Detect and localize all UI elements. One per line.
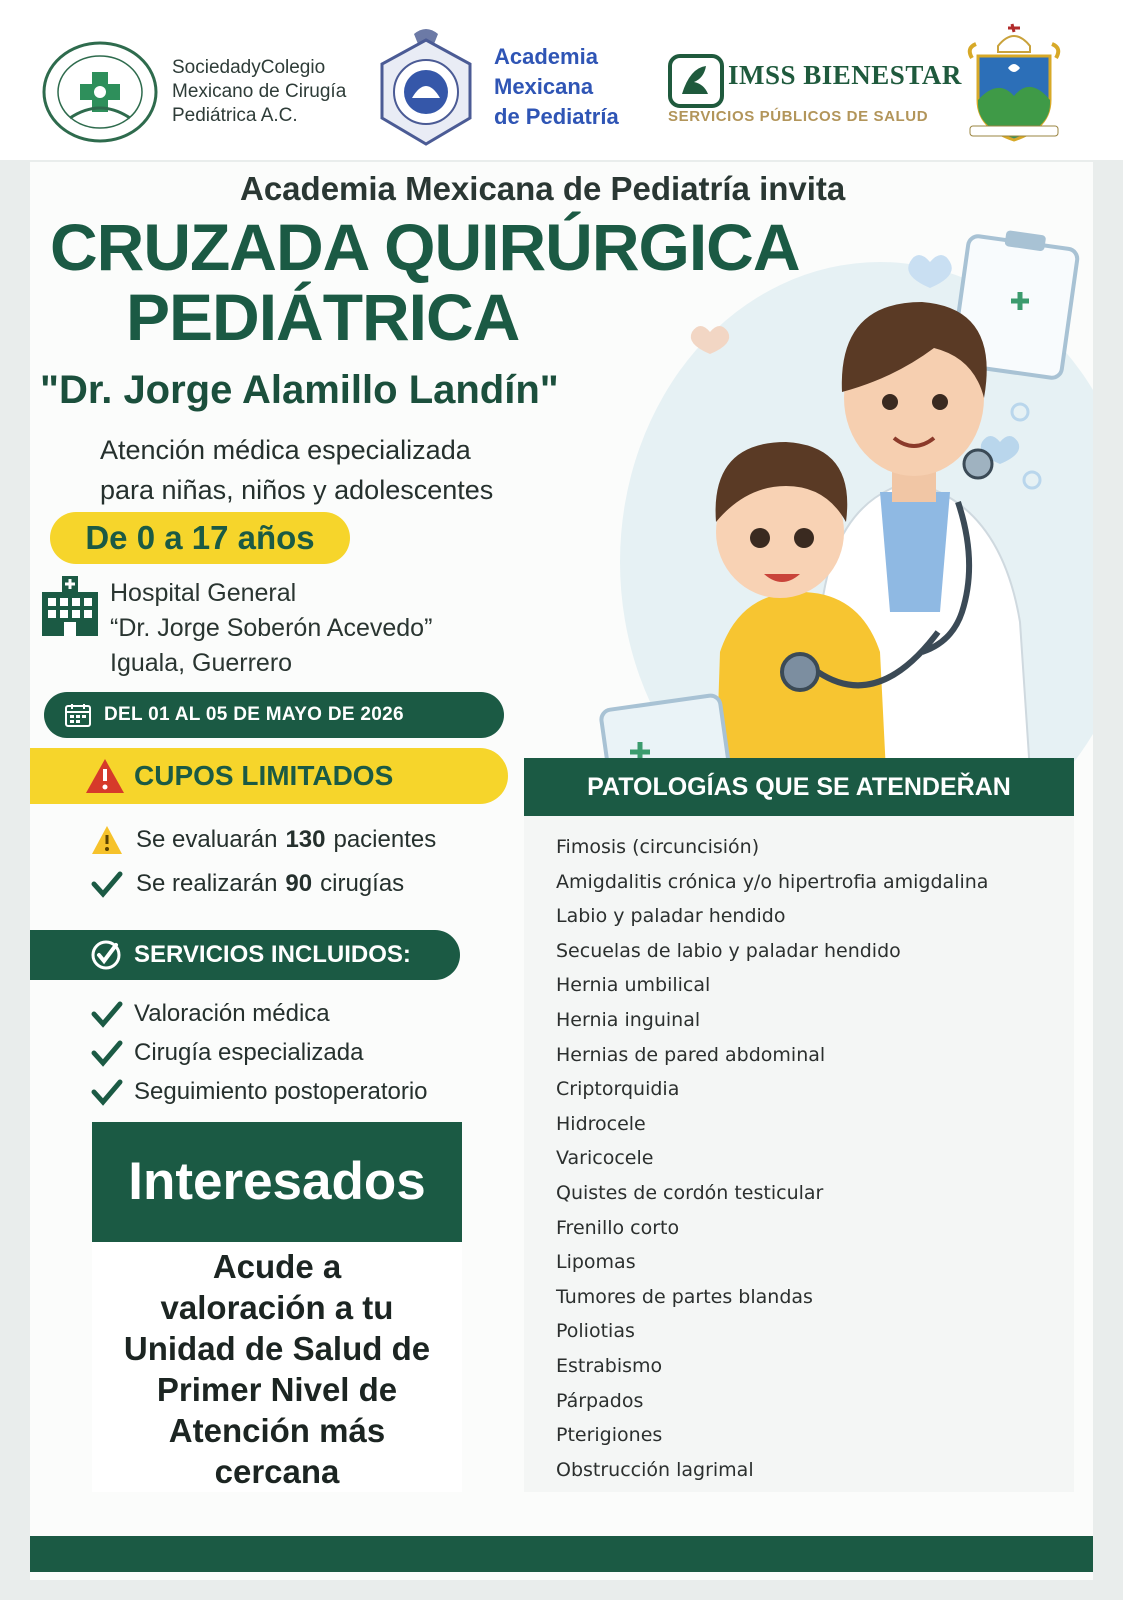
service-label: Cirugía especializada	[134, 1038, 364, 1066]
cta-line: Atención más	[168, 1412, 386, 1449]
hospital-line-1: Hospital General	[110, 579, 297, 607]
check-icon	[90, 1077, 124, 1107]
list-item: Fimosis (circuncisión)	[556, 836, 760, 858]
services-banner	[30, 930, 460, 980]
amp-line: de Pediatría	[494, 104, 619, 129]
smcp-line: SociedadyColegio	[172, 57, 326, 78]
title-line-1: CRUZADA QUIRÚRGICA	[50, 210, 800, 284]
checkbox-badge-icon	[90, 939, 122, 971]
check-icon	[90, 868, 124, 900]
subtitle	[100, 430, 620, 510]
imss-name: IMSS BIENESTAR	[728, 60, 962, 90]
list-item: Hernias de pared abdominal	[556, 1043, 826, 1066]
title-line-2: PEDIÁTRICA	[126, 280, 520, 354]
diocese-crest-logo	[964, 22, 1064, 146]
limited-spots-text: CUPOS LIMITADOS	[134, 760, 394, 791]
list-item: Frenillo corto	[556, 1216, 680, 1239]
stat-patients	[90, 818, 520, 862]
list-item: Hernia inguinal	[556, 1008, 701, 1031]
smcp-seal-logo	[40, 40, 160, 144]
cta-line: Unidad de Salud de	[123, 1330, 431, 1367]
hospital-line-2: “Dr. Jorge Soberón Acevedo”	[110, 614, 433, 642]
list-item: Quistes de cordón testicular	[556, 1181, 824, 1204]
honoree-name: "Dr. Jorge Alamillo Landín"	[40, 368, 559, 412]
age-range-badge: De 0 a 17 años	[50, 512, 350, 564]
interesados-heading: Interesados	[92, 1122, 462, 1242]
list-item: Hidrocele	[556, 1112, 646, 1135]
list-item: Estrabismo	[556, 1354, 663, 1377]
imss-bienestar-logo	[668, 54, 724, 108]
list-item: Hernia umbilical	[556, 974, 711, 997]
stat-patients-pre: Se evaluarán	[136, 826, 278, 853]
call-to-action	[92, 1242, 462, 1492]
list-item: Varicocele	[556, 1147, 654, 1170]
services-title: SERVICIOS INCLUIDOS:	[134, 941, 411, 968]
stat-surgeries	[90, 862, 520, 906]
subtitle-line-2: para niñas, niños y adolescentes	[100, 475, 494, 505]
check-icon	[90, 999, 124, 1029]
amp-line: Academia	[494, 44, 598, 69]
list-item: Párpados	[556, 1389, 644, 1412]
cta-line: Acude a	[212, 1248, 342, 1285]
cta-line: Primer Nivel de	[156, 1371, 398, 1408]
service-label: Seguimiento postoperatorio	[134, 1077, 428, 1105]
campaign-title	[50, 212, 870, 352]
logo-header	[0, 0, 1123, 160]
subtitle-line-1: Atención médica especializada	[100, 435, 471, 465]
service-label: Valoración médica	[134, 999, 330, 1027]
smcp-line: Pediátrica A.C.	[172, 105, 298, 126]
cta-line: valoración a tu	[160, 1289, 394, 1326]
cta-line: cercana	[214, 1453, 340, 1490]
warning-icon	[84, 757, 126, 795]
date-text: DEL 01 AL 05 DE MAYO DE 2026	[104, 704, 404, 725]
list-item	[90, 1033, 520, 1072]
imss-subtitle: SERVICIOS PÚBLICOS DE SALUD	[668, 108, 929, 125]
amp-seal-logo	[374, 26, 478, 150]
smcp-line: Mexicano de Cirugía	[172, 81, 347, 102]
stat-surgeries-pre: Se realizarán	[136, 870, 278, 897]
amp-name	[494, 42, 644, 132]
list-item	[90, 994, 520, 1033]
list-item: Secuelas de labio y paladar hendido	[556, 939, 901, 962]
hospital-location	[110, 576, 530, 681]
list-item: Criptorquidia	[556, 1078, 680, 1101]
limited-spots-banner	[30, 748, 508, 804]
pathologies-list	[556, 830, 1076, 1487]
smcp-name	[172, 56, 382, 128]
list-item: Lipomas	[556, 1251, 636, 1274]
stat-patients-post: pacientes	[333, 826, 437, 853]
services-list	[90, 994, 520, 1111]
stat-patients-number: 130	[285, 826, 326, 853]
hospital-line-3: Iguala, Guerrero	[110, 649, 293, 677]
stat-surgeries-post: cirugías	[320, 870, 405, 897]
list-item: Poliotias	[556, 1320, 635, 1343]
check-icon	[90, 1038, 124, 1068]
poster	[30, 162, 1093, 1580]
warning-icon	[90, 824, 124, 856]
list-item: Obstrucción lagrimal	[556, 1458, 754, 1481]
list-item: Pterigiones	[556, 1424, 663, 1447]
pathologies-heading: PATOLOGÍAS QUE SE ATENDEŘAN	[524, 758, 1074, 816]
stat-surgeries-number: 90	[285, 870, 313, 897]
capacity-stats	[90, 818, 520, 906]
list-item: Amigdalitis crónica y/o hipertrofia amigdalina	[556, 870, 989, 893]
list-item	[90, 1072, 520, 1111]
hospital-icon	[38, 574, 102, 638]
date-banner	[44, 692, 504, 738]
footer-bar	[30, 1536, 1093, 1572]
inviting-line: Academia Mexicana de Pediatría invita	[240, 170, 846, 207]
list-item: Labio y paladar hendido	[556, 905, 786, 928]
calendar-icon	[64, 702, 92, 728]
amp-line: Mexicana	[494, 74, 594, 99]
list-item: Tumores de partes blandas	[556, 1285, 813, 1308]
